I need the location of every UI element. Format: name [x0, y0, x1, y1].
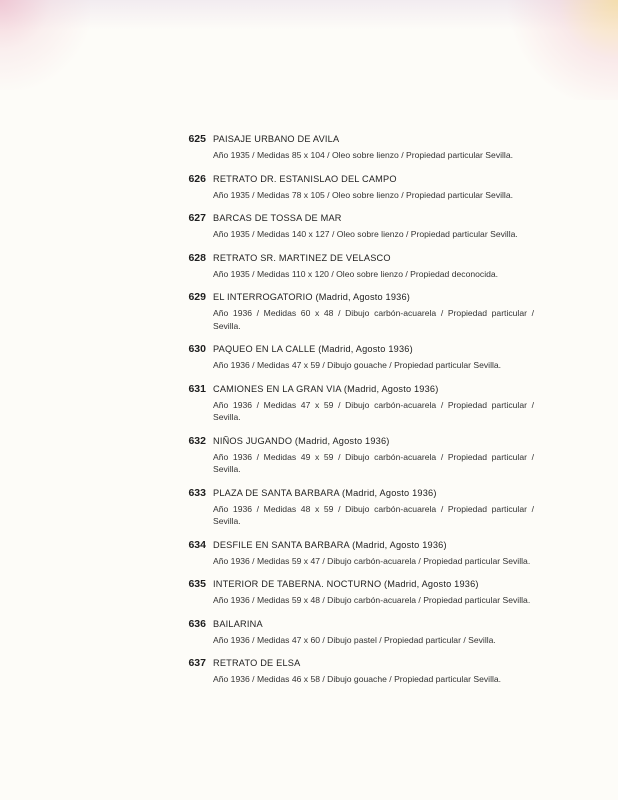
catalogue-entry-628: [182, 252, 534, 281]
entry-details: Año 1935 / Medidas 78 x 105 / Oleo sobre lienzo / Propiedad particular Sevilla.: [213, 189, 514, 200]
entry-title: PAISAJE URBANO DE AVILA: [213, 134, 340, 144]
entry-details: Año 1936 / Medidas 47 x 60 / Dibujo pastel / Propiedad particular / Sevilla.: [213, 634, 496, 645]
entry-title: BAILARINA: [213, 618, 263, 629]
catalogue-entry-629: [182, 291, 534, 332]
entry-details: Año 1936 / Medidas 46 x 58 / Dibujo gouache / Propiedad particular Sevilla.: [213, 674, 502, 684]
entry-number: 627: [188, 212, 206, 224]
catalogue-list: [182, 133, 534, 697]
entry-title: PLAZA DE SANTA BARBARA (Madrid, Agosto 1936): [213, 487, 437, 498]
catalogue-entry-637: [182, 657, 534, 686]
entry-title: EL INTERROGATORIO (Madrid, Agosto 1936): [213, 292, 411, 302]
entry-number: 632: [188, 434, 206, 447]
catalogue-entry-627: [182, 212, 534, 241]
catalogue-entry-634: [182, 539, 534, 568]
entry-details: Año 1936 / Medidas 59 x 48 / Dibujo carbón-acuarela / Propiedad particular Sevilla.: [213, 595, 531, 605]
entry-number: 629: [188, 291, 206, 303]
entry-number: 636: [188, 617, 206, 630]
entry-details: Año 1936 / Medidas 59 x 47 / Dibujo carbón-acuarela / Propiedad particular Sevilla.: [213, 555, 531, 566]
entry-details: Año 1936 / Medidas 49 x 59 / Dibujo carbón-acuarela / Propiedad particular / Sevilla.: [213, 451, 534, 474]
entry-details: Año 1935 / Medidas 110 x 120 / Oleo sobre lienzo / Propiedad deconocida.: [213, 268, 499, 279]
entry-number: 635: [188, 578, 206, 590]
catalogue-entry-636: [182, 618, 534, 647]
entry-number: 625: [188, 133, 206, 145]
catalogue-entry-625: [182, 133, 534, 162]
entry-details: Año 1936 / Medidas 47 x 59 / Dibujo carbón-acuarela / Propiedad particular / Sevilla.: [213, 399, 534, 422]
entry-details: Año 1936 / Medidas 60 x 48 / Dibujo carbón-acuarela / Propiedad particular / Sevilla.: [213, 308, 534, 331]
entry-title: PAQUEO EN LA CALLE (Madrid, Agosto 1936): [213, 344, 413, 354]
entry-title: NIÑOS JUGANDO (Madrid, Agosto 1936): [213, 435, 390, 446]
catalogue-entry-626: [182, 173, 534, 202]
entry-number: 630: [188, 343, 206, 355]
scan-tint-left: [0, 0, 90, 90]
entry-title: RETRATO DE ELSA: [213, 658, 301, 668]
entry-number: 628: [188, 251, 206, 264]
catalogue-entry-630: [182, 343, 534, 372]
entry-details: Año 1935 / Medidas 85 x 104 / Oleo sobre lienzo / Propiedad particular Sevilla.: [213, 150, 514, 160]
scan-tint-right: [508, 0, 618, 100]
entry-details: Año 1936 / Medidas 47 x 59 / Dibujo gouache / Propiedad particular Sevilla.: [213, 360, 502, 370]
entry-title: DESFILE EN SANTA BARBARA (Madrid, Agosto 1936): [213, 539, 447, 550]
entry-number: 634: [188, 538, 206, 551]
entry-title: INTERIOR DE TABERNA. NOCTURNO (Madrid, Agosto 1936): [213, 579, 479, 589]
catalogue-entry-632: [182, 435, 534, 476]
entry-title: CAMIONES EN LA GRAN VIA (Madrid, Agosto 1936): [213, 383, 439, 394]
entry-title: BARCAS DE TOSSA DE MAR: [213, 213, 342, 223]
entry-title: RETRATO DR. ESTANISLAO DEL CAMPO: [213, 173, 397, 184]
entry-number: 631: [188, 382, 206, 395]
entry-number: 633: [188, 486, 206, 499]
entry-details: Año 1936 / Medidas 48 x 59 / Dibujo carbón-acuarela / Propiedad particular / Sevilla.: [213, 503, 534, 526]
catalogue-entry-635: [182, 578, 534, 607]
entry-number: 637: [188, 657, 206, 669]
entry-details: Año 1935 / Medidas 140 x 127 / Oleo sobre lienzo / Propiedad particular Sevilla.: [213, 229, 518, 239]
entry-title: RETRATO SR. MARTINEZ DE VELASCO: [213, 252, 391, 263]
catalogue-entry-631: [182, 383, 534, 424]
entry-number: 626: [188, 172, 206, 185]
catalogue-entry-633: [182, 487, 534, 528]
